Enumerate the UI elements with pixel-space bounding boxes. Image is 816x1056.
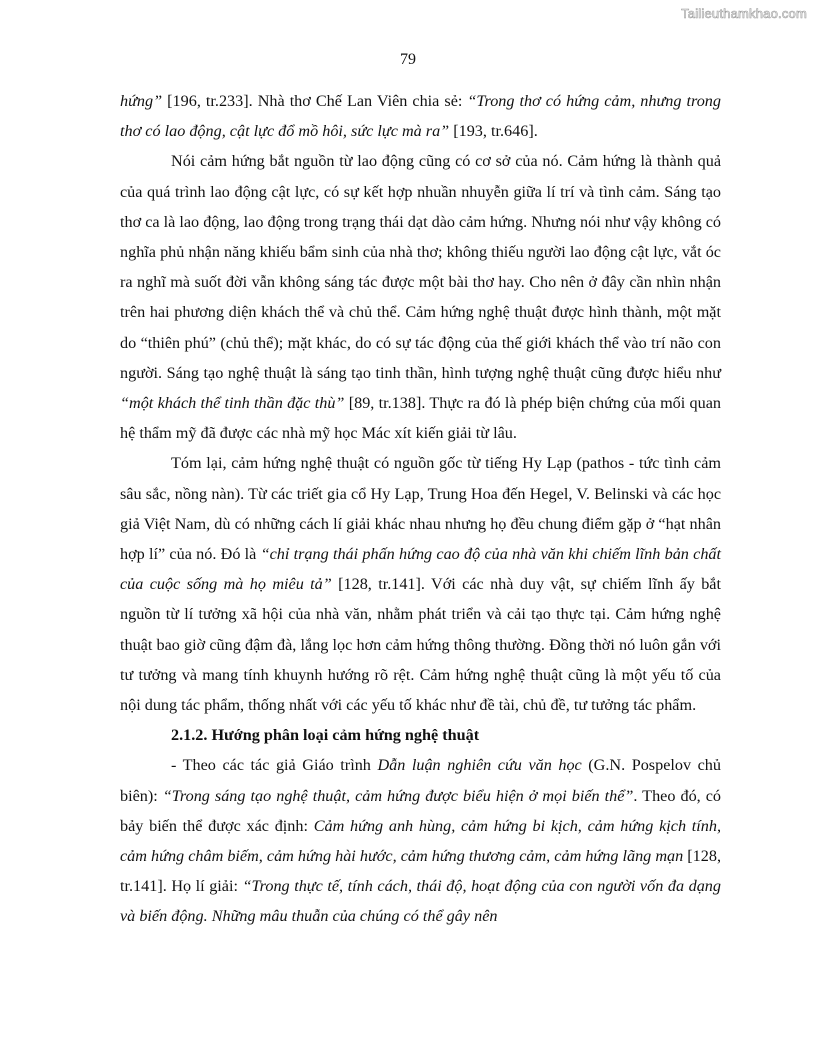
watermark: Tailieuthamkhao.com <box>681 6 807 21</box>
paragraph <box>120 750 721 931</box>
text-run: Nói cảm hứng bắt nguồn từ lao động cũng có cơ sở của nó. Cảm hứng là thành quả của quá trình lao động cật lực, có sự kết hợp nhuần nhuyễn giữa lí trí và tình cảm. Sáng tạo thơ ca là lao động, lao động trong trạng thái dạt dào cảm hứng. Nhưng nói như vậy không có nghĩa phủ nhận năng khiếu bẩm sinh của nhà thơ; không thiếu người lao động cật lực, vắt óc ra nghĩ mà suốt đời vẫn không sáng tác được một bài thơ hay. Cho nên ở đây cần nhìn nhận trên hai phương diện khách thể và chủ thể. Cảm hứng nghệ thuật được hình thành, một mặt do “thiên phú” (chủ thể); mặt khác, do có sự tác động của thế giới khách thể vào trí não con người. Sáng tạo nghệ thuật là sáng tạo tinh thần, hình tượng nghệ thuật cũng được hiểu như <box>120 152 721 382</box>
italic-text-run: “Trong sáng tạo nghệ thuật, cảm hứng được biểu hiện ở mọi biến thể” <box>162 786 634 805</box>
italic-text-run: Cảm hứng anh hùng, cảm hứng bi kịch, cảm hứng kịch tính, cảm hứng châm biếm, cảm hứng hài hước, cảm hứng thương cảm, cảm hứng lãng mạn <box>120 816 722 866</box>
italic-text-run: “chỉ trạng thái phấn hứng cao độ của nhà văn khi chiếm lĩnh bản chất của cuộc sống mà họ miêu tả” <box>120 545 722 594</box>
italic-text-run: “Trong thực tế, tính cách, thái độ, hoạt động của con người vốn đa dạng và biến động. Những mâu thuẫn của chúng có thể gây nên <box>120 877 721 926</box>
paragraph <box>120 448 721 720</box>
text-run: [193, tr.646]. <box>449 122 538 141</box>
italic-text-run: “Trong thơ có hứng cảm, nhưng trong thơ có lao động, cật lực đổ mồ hôi, sức lực mà ra” <box>120 92 721 141</box>
section-heading: 2.1.2. Hướng phân loại cảm hứng nghệ thuật <box>171 726 480 745</box>
text-run: [128, tr.141]. Với các nhà duy vật, sự chiếm lĩnh ấy bắt nguồn từ lí tưởng xã hội của nhà văn, nhằm phát triển và cải tạo thực tại. Cảm hứng nghệ thuật bao giờ cũng đậm đà, lắng lọc hơn cảm hứng thông thường. Đồng thời nó luôn gắn với tư tưởng và mang tính khuynh hướng rõ rệt. Cảm hứng nghệ thuật cũng là một yếu tố của nội dung tác phẩm, thống nhất với các yếu tố khác như đề tài, chủ đề, tư tưởng tác phẩm. <box>120 575 721 715</box>
text-run: [196, tr.233]. Nhà thơ Chế Lan Viên chia sẻ: <box>162 92 468 110</box>
text-run: [89, tr.138]. Thực ra đó là phép biện chứng của mối quan hệ thẩm mỹ đã được các nhà mỹ học Mác xít kiến giải từ lâu. <box>120 394 721 443</box>
text-run: . Theo đó, có bảy biến thể được xác định: <box>120 786 722 835</box>
text-run: [128, tr.141]. Họ lí giải: <box>120 847 721 896</box>
italic-text-run: “một khách thể tinh thần đặc thù” <box>120 394 345 413</box>
paragraph <box>120 146 721 448</box>
italic-text-run: hứng” <box>120 92 163 110</box>
italic-text-run: Dẫn luận nghiên cứu văn học <box>377 756 582 775</box>
page-body <box>120 86 721 932</box>
paragraph <box>120 86 721 146</box>
text-run: Tóm lại, cảm hứng nghệ thuật có nguồn gốc từ tiếng Hy Lạp (pathos - tức tình cảm sâu sắc, nồng nàn). Từ các triết gia cổ Hy Lạp, Trung Hoa đến Hegel, V. Belinski và các học giả Việt Nam, dù có những cách lí giải khác nhau nhưng họ đều chung điểm gặp ở “hạt nhân hợp lí” của nó. Đó là <box>120 454 721 564</box>
text-run: (G.N. Pospelov chủ biên): <box>120 756 721 805</box>
page-number: 79 <box>400 51 416 68</box>
text-run: - Theo các tác giả Giáo trình <box>171 756 378 775</box>
